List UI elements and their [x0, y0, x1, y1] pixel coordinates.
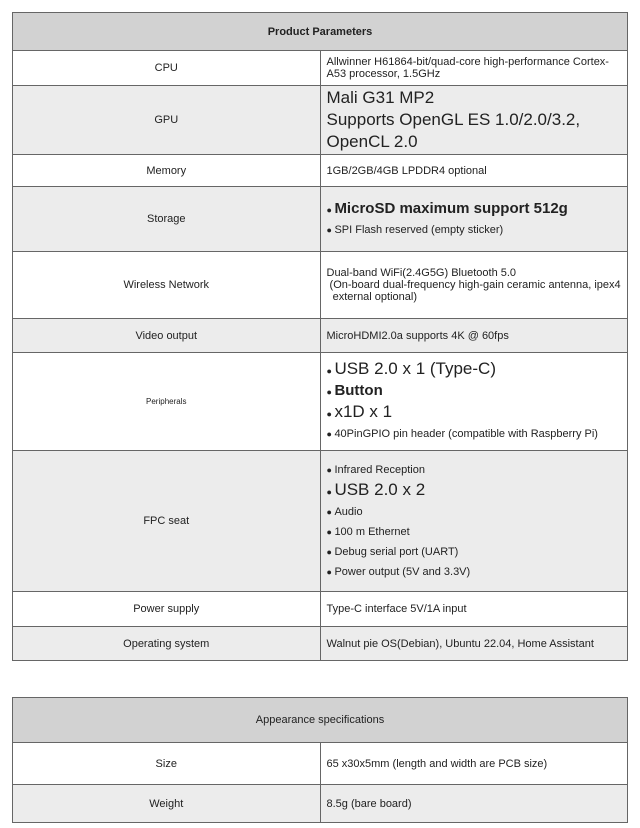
- gpu-line: Mali G31 MP2: [326, 88, 435, 107]
- row-value: [320, 353, 628, 451]
- list-item: ● MicroSD maximum support 512g: [327, 199, 622, 220]
- row-value: [320, 86, 628, 155]
- row-value: 65 x30x5mm (length and width are PCB size): [320, 743, 628, 785]
- row-label: CPU: [13, 51, 321, 86]
- row-label: Operating system: [13, 627, 321, 661]
- row-label: Size: [13, 743, 321, 785]
- row-label: Wireless Network: [13, 252, 321, 319]
- row-value: 8.5g (bare board): [320, 785, 628, 823]
- list-item: ● x1D x 1: [327, 402, 622, 424]
- appearance-table: [12, 697, 628, 823]
- list-item: ● SPI Flash reserved (empty sticker): [327, 220, 622, 240]
- row-label: GPU: [13, 86, 321, 155]
- row-value: MicroHDMI2.0a supports 4K @ 60fps: [320, 319, 628, 353]
- row-value: Type-C interface 5V/1A input: [320, 592, 628, 627]
- gpu-line: Supports OpenGL ES 1.0/2.0/3.2, OpenCL 2.0: [326, 110, 581, 151]
- row-value: Allwinner H61864-bit/quad-core high-performance Cortex-A53 processor, 1.5GHz: [320, 51, 628, 86]
- row-value: 1GB/2GB/4GB LPDDR4 optional: [320, 155, 628, 187]
- list-item: ● Button: [327, 381, 622, 402]
- table-title: Product Parameters: [13, 13, 628, 51]
- row-label: Storage: [13, 187, 321, 252]
- list-item: ● USB 2.0 x 1 (Type-C): [327, 359, 622, 381]
- row-label: Video output: [13, 319, 321, 353]
- list-item: ● USB 2.0 x 2: [327, 480, 622, 502]
- row-label: Weight: [13, 785, 321, 823]
- row-value: [320, 187, 628, 252]
- list-item: ● Audio: [327, 502, 622, 522]
- list-item: ● Power output (5V and 3.3V): [327, 562, 622, 582]
- table-title: Appearance specifications: [13, 698, 628, 743]
- product-parameters-table: [12, 12, 628, 661]
- row-value: [320, 252, 628, 319]
- line: external optional): [326, 291, 417, 303]
- row-label: Power supply: [13, 592, 321, 627]
- line: (On-board dual-frequency high-gain ceramic antenna, ipex4: [326, 279, 621, 291]
- list-item: ● 40PinGPIO pin header (compatible with Raspberry Pi): [327, 424, 622, 444]
- list-item: ● Infrared Reception: [327, 460, 622, 480]
- row-label: FPC seat: [13, 451, 321, 592]
- row-label: Memory: [13, 155, 321, 187]
- list-item: ● 100 m Ethernet: [327, 522, 622, 542]
- list-item: ● Debug serial port (UART): [327, 542, 622, 562]
- row-value: Walnut pie OS(Debian), Ubuntu 22.04, Home Assistant: [320, 627, 628, 661]
- row-label: Peripherals: [13, 353, 321, 451]
- line: Dual-band WiFi(2.4G5G) Bluetooth 5.0: [326, 267, 517, 279]
- row-value: [320, 451, 628, 592]
